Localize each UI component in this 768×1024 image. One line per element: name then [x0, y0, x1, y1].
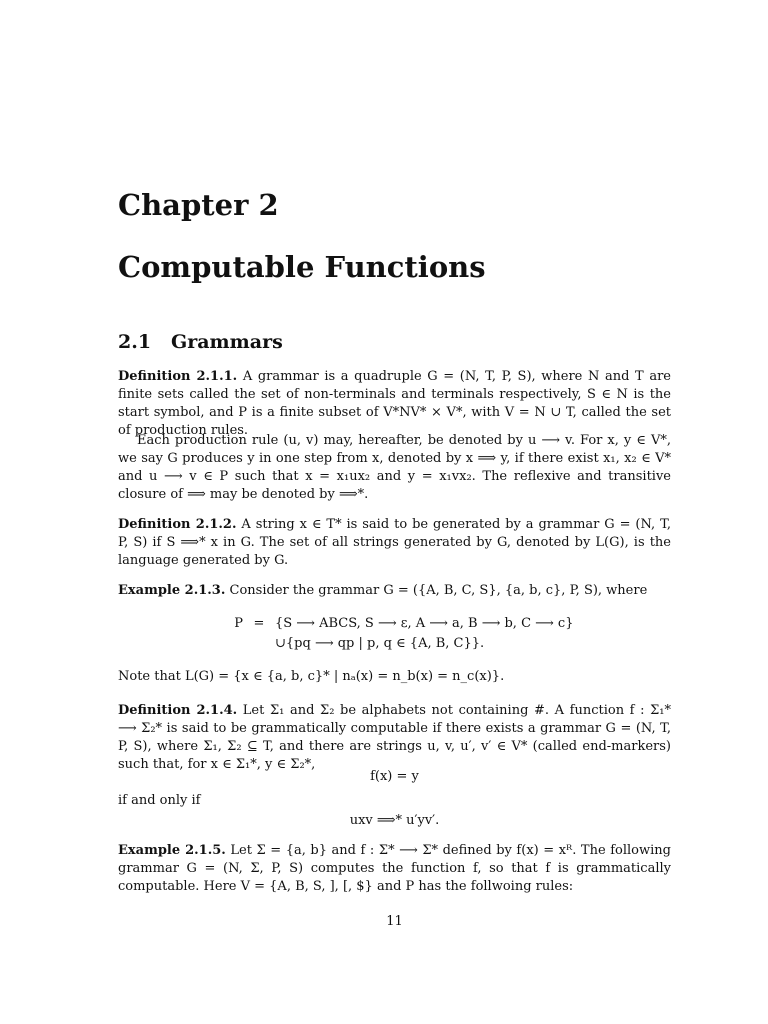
- example-head: Example 2.1.5.: [118, 843, 226, 858]
- example-2-1-3: [118, 582, 671, 600]
- definition-head: Definition 2.1.1.: [118, 369, 238, 384]
- example-body: Let Σ = {a, b} and f : Σ* ⟶ Σ* defined by f(x) = xᴿ. The following grammar G = (N, Σ, P, S) computes the function f, so that f is grammatically computable. Here V = {A, B, S, ], [, $} and P has the follwoing rules:: [118, 843, 671, 894]
- definition-2-1-4: [118, 702, 671, 774]
- definition-body: A string x ∈ T* is said to be generated by a grammar G = (N, T, P, S) if S ⟹* x in G. The set of all strings generated by G, denoted by L(G), is the language generated by G.: [118, 517, 671, 568]
- iff-text: if and only if: [118, 793, 201, 808]
- chapter-label: Chapter 2: [118, 188, 279, 222]
- definition-head: Definition 2.1.2.: [118, 517, 237, 532]
- equation-operator: =: [253, 616, 265, 631]
- example-head: Example 2.1.3.: [118, 583, 226, 598]
- section-number: 2.1: [118, 331, 152, 353]
- equation-fx-equals-y: f(x) = y: [370, 769, 419, 784]
- definition-head: Definition 2.1.4.: [118, 703, 238, 718]
- equation-lhs: P: [234, 616, 243, 631]
- example-note: Note that L(G) = {x ∈ {a, b, c}* | nₐ(x) = n_b(x) = n_c(x)}.: [118, 669, 505, 684]
- definition-body: A grammar is a quadruple G = (N, T, P, S), where N and T are finite sets called the set of non-terminals and terminals respectively, S ∈ N is the start symbol, and P is a finite subset of V*NV* × V*, with V = N ∪ T, called the set of production rules.: [118, 369, 671, 438]
- definition-2-1-1: [118, 368, 671, 440]
- equation-derivation: uxv ⟹* u′yv′.: [349, 813, 440, 828]
- equation-p-line1: [216, 615, 573, 633]
- equation-rhs-line1: {S ⟶ ABCS, S ⟶ ε, A ⟶ a, B ⟶ b, C ⟶ c}: [275, 616, 574, 631]
- chapter-title: Computable Functions: [118, 250, 486, 284]
- definition-body: Let Σ₁ and Σ₂ be alphabets not containing #. A function f : Σ₁* ⟶ Σ₂* is said to be grammatically computable if there exists a grammar G = (N, T, P, S), where Σ₁, Σ₂ ⊆ T, and there are strings u, v, u′, v′ ∈ V* (called end-markers) such that, for x ∈ Σ₁*, y ∈ Σ₂*,: [118, 703, 671, 772]
- equation-p-line2: ∪{pq ⟶ qp | p, q ∈ {A, B, C}}.: [275, 636, 485, 651]
- section-heading: [118, 331, 283, 353]
- paragraph-production-rules: Each production rule (u, v) may, hereafter, be denoted by u ⟶ v. For x, y ∈ V*, we say G produces y in one step from x, denoted by x ⟹ y, if there exist x₁, x₂ ∈ V* and u ⟶ v ∈ P such that x = x₁ux₂ and y = x₁vx₂. The reflexive and transitive closure of ⟹ may be denoted by ⟹*.: [118, 433, 671, 502]
- example-body: Consider the grammar G = ({A, B, C, S}, {a, b, c}, P, S), where: [229, 583, 648, 598]
- example-2-1-5: [118, 842, 671, 896]
- section-title: Grammars: [171, 331, 283, 353]
- page-number: 11: [386, 914, 403, 929]
- definition-2-1-2: [118, 516, 671, 570]
